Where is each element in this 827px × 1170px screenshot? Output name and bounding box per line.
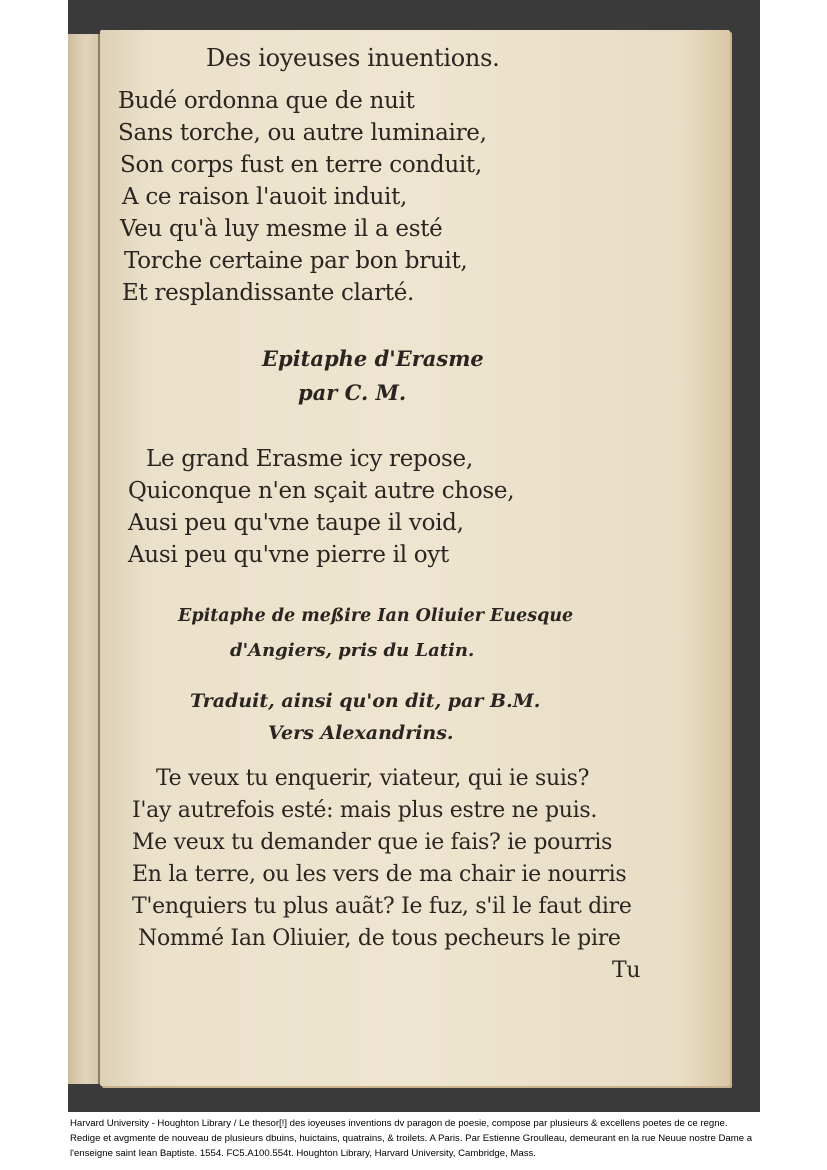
poem2-line: Ausi peu qu'vne taupe il void, bbox=[128, 510, 464, 536]
epitaph-oliuier-subtitle: d'Angiers, pris du Latin. bbox=[230, 640, 475, 661]
epitaph-erasme-author: par C. M. bbox=[298, 380, 407, 405]
epitaph-oliuier-title: Epitaphe de meßire Ian Oliuier Euesque bbox=[178, 606, 574, 626]
poem3-line: T'enquiers tu plus auãt? Ie fuz, s'il le faut dire bbox=[132, 894, 632, 919]
poem2-line: Ausi peu qu'vne pierre il oyt bbox=[128, 542, 449, 568]
translation-note: Traduit, ainsi qu'on dit, par B.M. bbox=[190, 690, 541, 712]
poem3-line: Te veux tu enquerir, viateur, qui ie suis? bbox=[156, 766, 590, 791]
running-title: Des ioyeuses inuentions. bbox=[206, 44, 500, 72]
poem1-line: Budé ordonna que de nuit bbox=[118, 88, 415, 114]
poem2-line: Quiconque n'en sçait autre chose, bbox=[128, 478, 515, 504]
poem3-line: I'ay autrefois esté: mais plus estre ne puis. bbox=[132, 798, 598, 823]
catchword: Tu bbox=[612, 958, 641, 983]
poem1-line: Son corps fust en terre conduit, bbox=[120, 152, 482, 178]
poem3-line: Me veux tu demander que ie fais? ie pourris bbox=[132, 830, 613, 855]
epitaph-erasme-title: Epitaphe d'Erasme bbox=[262, 346, 484, 371]
poem1-line: Torche certaine par bon bruit, bbox=[124, 248, 468, 274]
poem3-line: En la terre, ou les vers de ma chair ie nourris bbox=[132, 862, 627, 887]
poem2-line: Le grand Erasme icy repose, bbox=[146, 446, 473, 472]
image-caption: Harvard University - Houghton Library / Le thesor[!] des ioyeuses inventions dv paragon de poesie, compose par plusieurs & excellens poetes de ce regne. Redige et avgmente de nouveau de plusieurs dbuins, huictains, quatrains, & troilets. A Paris. Par Estienne Groulleau, demeurant en la rue Neuue nostre Dame a l'enseigne saint Iean Baptiste. 1554. FC5.A100.554t. Houghton Library, Harvard University, Cambridge, Mass. bbox=[70, 1118, 753, 1159]
poem1-line: Et resplandissante clarté. bbox=[122, 280, 415, 306]
verse-form: Vers Alexandrins. bbox=[268, 722, 454, 744]
facing-page-edge bbox=[68, 34, 100, 1084]
poem1-line: A ce raison l'auoit induit, bbox=[122, 184, 408, 210]
poem3-line: Nommé Ian Oliuier, de tous pecheurs le pire bbox=[138, 926, 621, 951]
poem1-line: Sans torche, ou autre luminaire, bbox=[118, 120, 487, 146]
poem1-line: Veu qu'à luy mesme il a esté bbox=[120, 216, 443, 242]
